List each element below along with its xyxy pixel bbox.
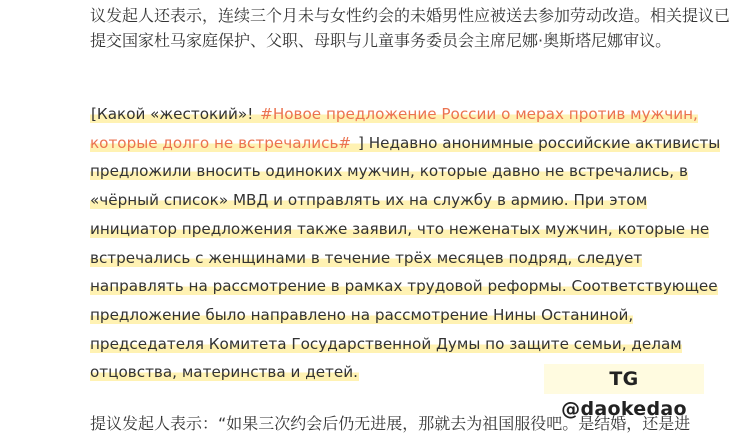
watermark-label: TG @daokedao bbox=[544, 364, 704, 394]
top-paragraph-zh: 议发起人还表示，连续三个月未与女性约会的未婚男性应被送去参加劳动改造。相关提议已提交国家杜马家庭保护、父职、母职与儿童事务委员会主席尼娜·奥斯塔尼娜审议。 bbox=[90, 6, 731, 50]
quote-paragraph-ru bbox=[90, 100, 730, 387]
hashtag-link[interactable]: #Новое предложение России о мерах против мужчин, которые долго не встречались# bbox=[90, 105, 698, 152]
quote-body: ] Недавно анонимные российские активисты предложили вносить одиноких мужчин, которые давно не встречались, в «чёрный список» МВД и отправлять их на службу в армию. При этом инициатор предложения также заявил, что неженатых мужчин, которые не встречались с женщинами в течение трёх месяцев подряд, следует направлять на рассмотрение в рамках трудовой реформы. Соответствующее предложение было направлено на рассмотрение Нины Останиной, председателя Комитета Государственной Думы по защите семьи, делам отцовства, материнства и детей. bbox=[90, 133, 721, 382]
quote-lead: [Какой «жестокий»! bbox=[91, 105, 259, 123]
bottom-paragraph-zh: 提议发起人表示：“如果三次约会后仍无进展，那就去为祖国服役吧。是结婚，还是进 bbox=[90, 414, 691, 433]
